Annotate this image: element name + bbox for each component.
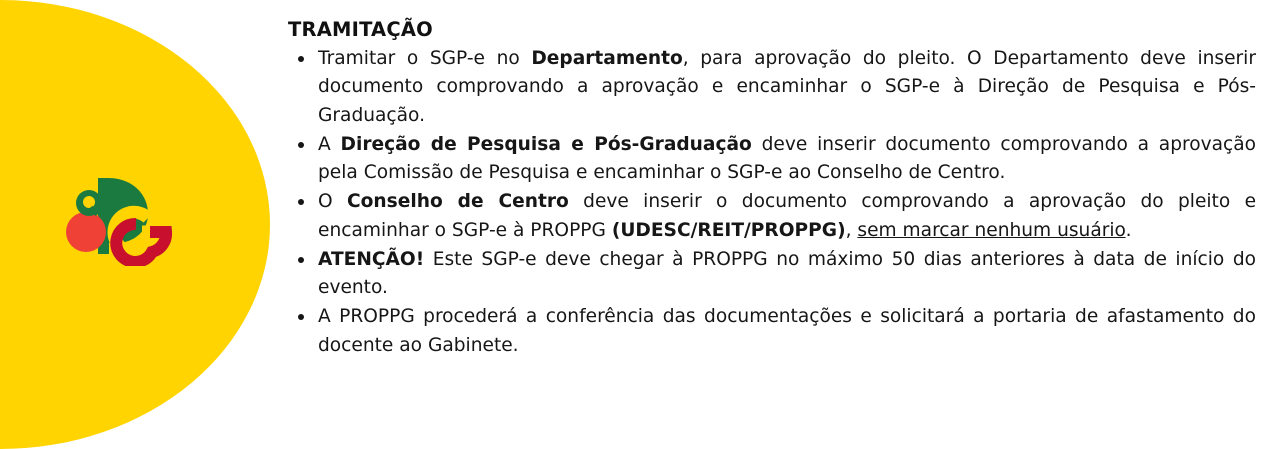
body-text: A PROPPG procederá a conferência das documentações e solicitará a portaria de afastamento do docente ao Gabinete. bbox=[318, 306, 1256, 356]
emphasis-text: Departamento bbox=[531, 48, 683, 69]
list-item bbox=[288, 45, 1256, 130]
body-text: . bbox=[1125, 219, 1132, 241]
body-text: deve inserir o documento comprovando a aprovação do pleito e encaminhar o SGP-e à PROPPG bbox=[318, 191, 1257, 241]
body-text: Tramitar o SGP-e no bbox=[318, 48, 532, 69]
body-text: , para aprovação do pleito. O Departamento deve inserir documento comprovando a aprovação e encaminhar o SGP-e à Direção de Pesquisa e Pós-Graduação. bbox=[318, 48, 1256, 126]
page-title: TRAMITAÇÃO bbox=[288, 18, 433, 41]
document-content bbox=[288, 18, 1256, 361]
body-text: Este SGP-e deve chegar à PROPPG no máximo 50 dias anteriores à data de início do evento. bbox=[318, 248, 1256, 298]
underlined-text: sem marcar nenhum usuário bbox=[857, 219, 1126, 241]
body-text: O bbox=[318, 191, 347, 213]
body-text: deve inserir documento comprovando a aprovação pela Comissão de Pesquisa e encaminhar o SGP-e ao Conselho de Centro. bbox=[318, 133, 1256, 183]
list-item bbox=[288, 246, 1256, 303]
emphasis-text: Conselho de Centro bbox=[347, 191, 569, 213]
list-item bbox=[288, 131, 1256, 188]
list-item bbox=[288, 303, 1256, 360]
emphasis-text: ATENÇÃO! bbox=[318, 248, 425, 270]
emphasis-text: Direção de Pesquisa e Pós-Graduação bbox=[340, 133, 752, 155]
udesc-proppg-logo-icon bbox=[62, 176, 177, 266]
list-item bbox=[288, 188, 1256, 245]
tramitacao-list bbox=[288, 45, 1256, 360]
body-text: , bbox=[845, 219, 858, 241]
emphasis-text: (UDESC/REIT/PROPPG) bbox=[611, 219, 846, 241]
body-text: A bbox=[318, 133, 341, 155]
